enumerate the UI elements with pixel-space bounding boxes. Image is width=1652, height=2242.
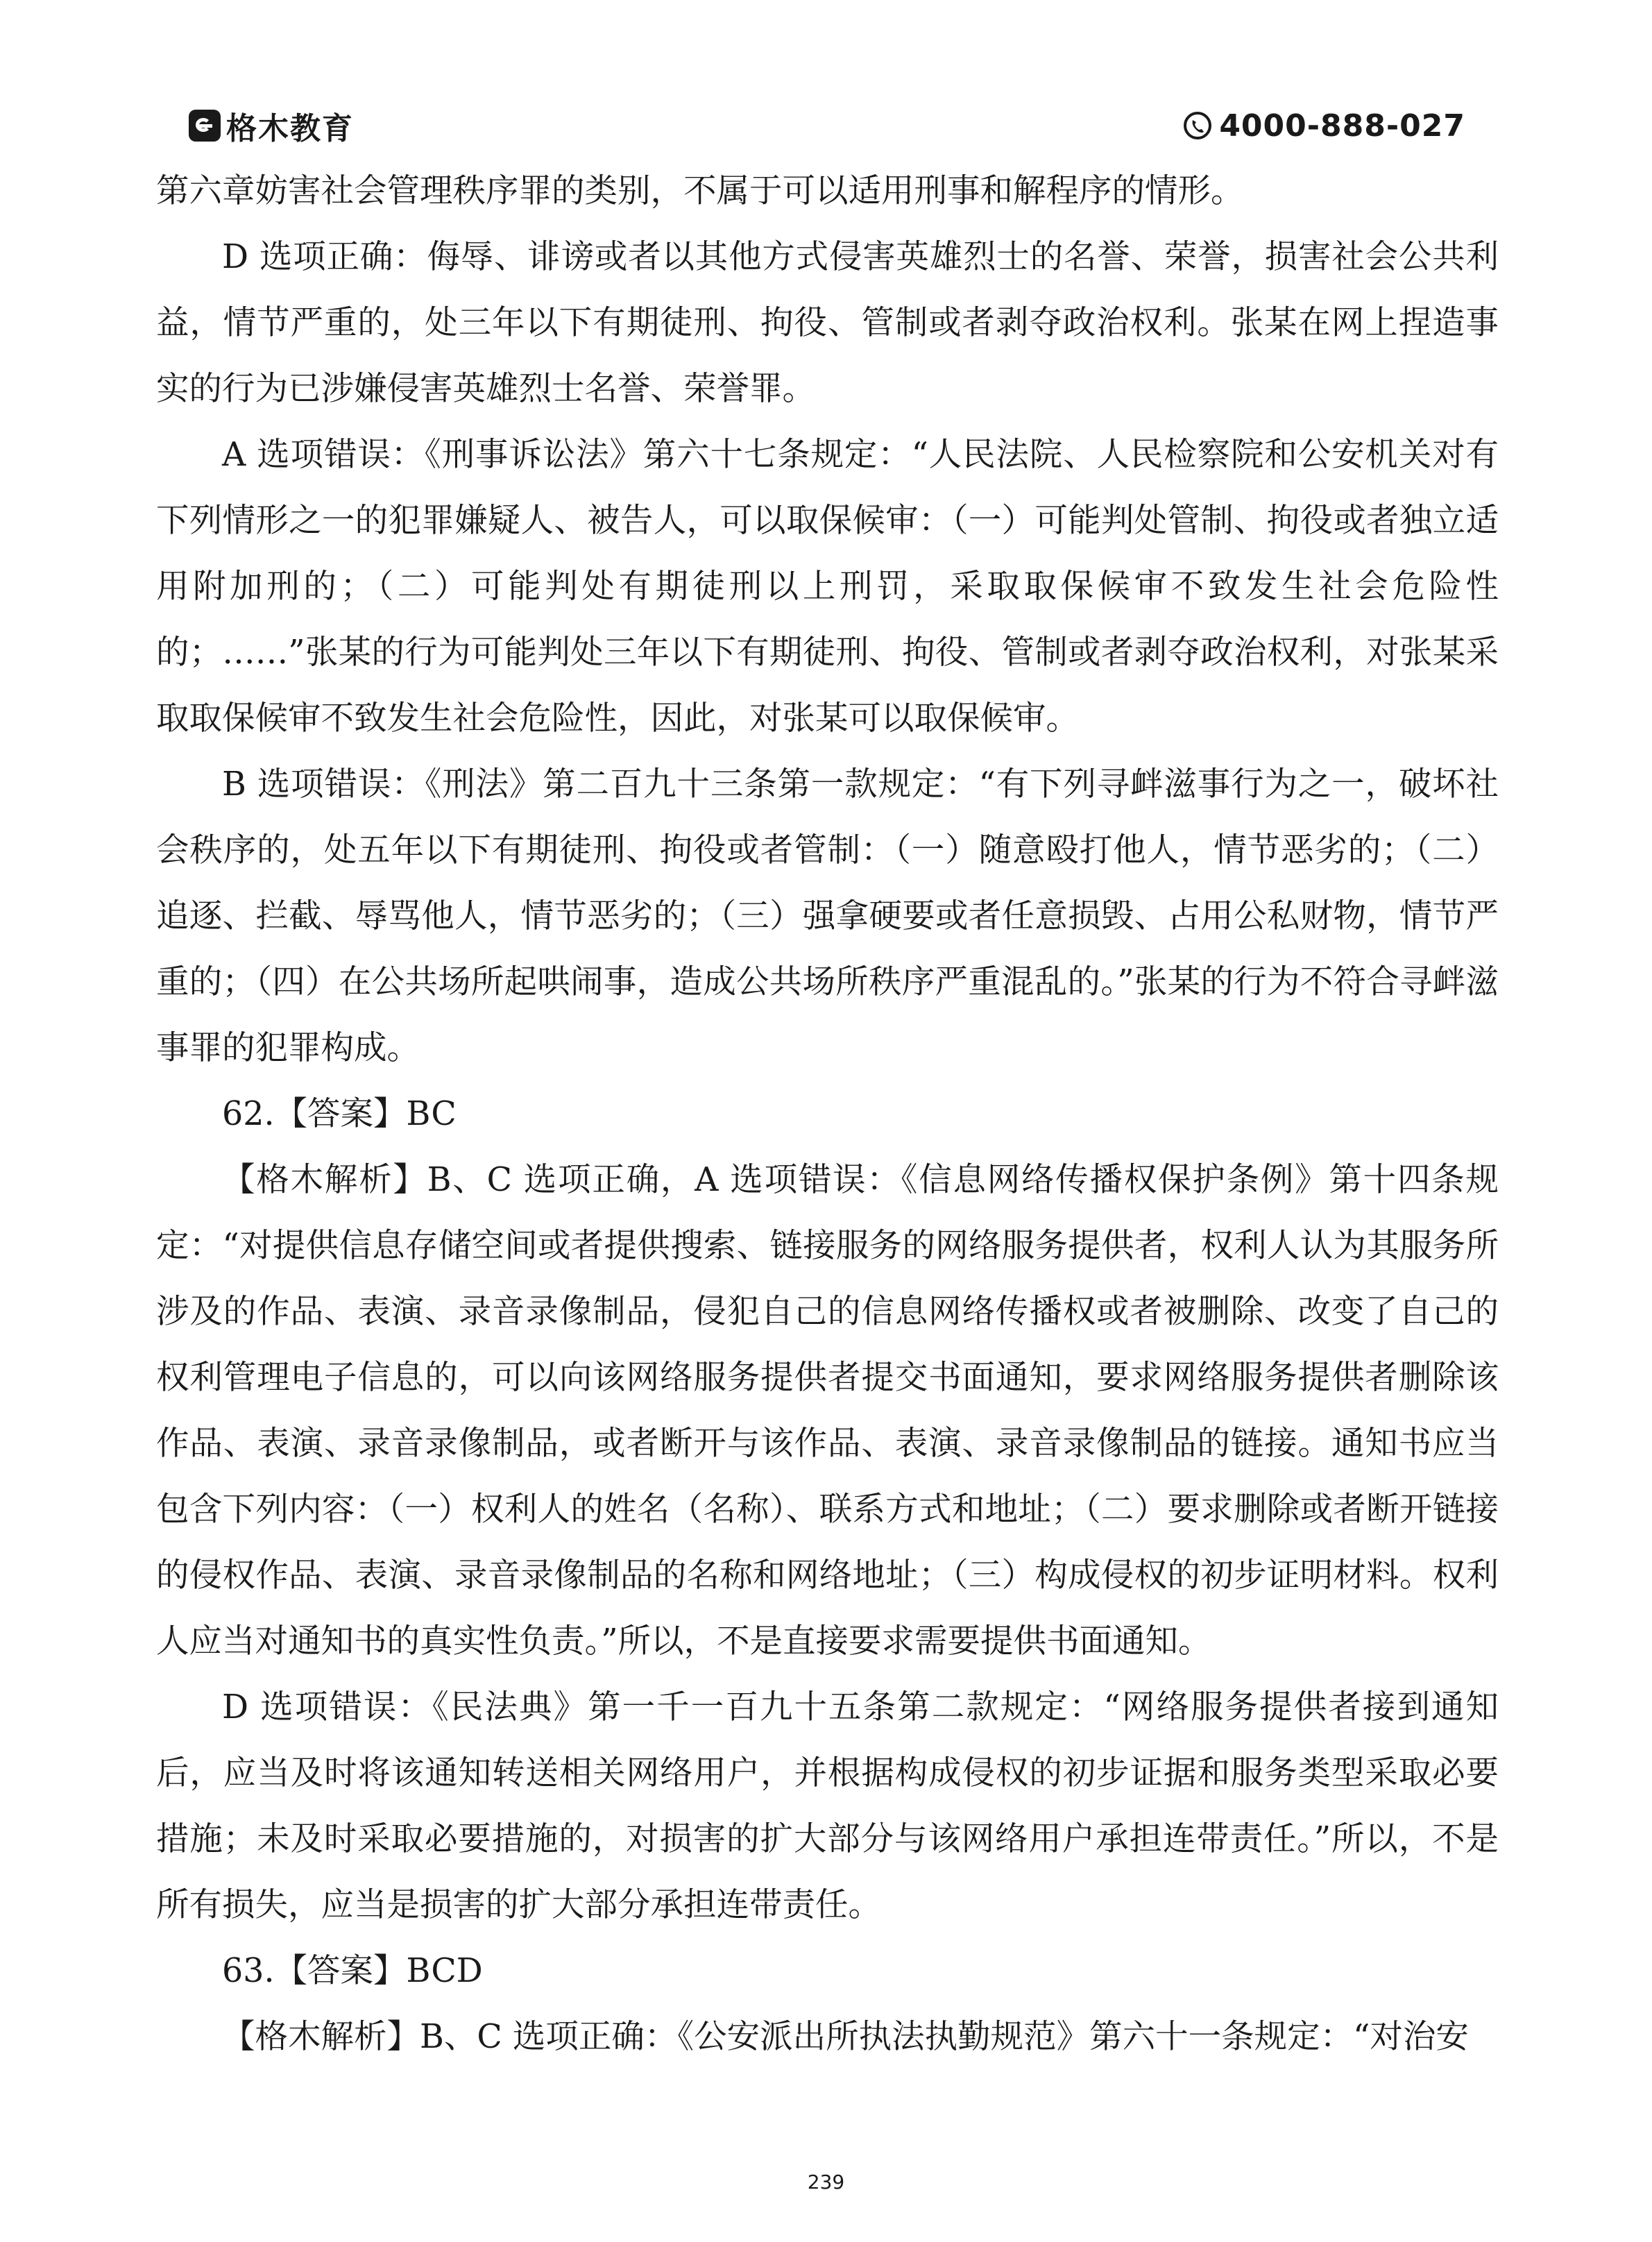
phone-number: 4000-888-027 xyxy=(1219,108,1465,144)
page-number: 239 xyxy=(807,2171,845,2193)
analysis-63: 【格木解析】B、C 选项正确：《公安派出所执法执勤规范》第六十一条规定：“对治安 xyxy=(222,2018,1469,2056)
answer-62: 62.【答案】BC xyxy=(222,1095,457,1133)
answer-63: 63.【答案】BCD xyxy=(222,1952,483,1990)
phone-icon xyxy=(1183,111,1212,140)
brand-logo xyxy=(189,103,354,148)
paragraph-option-b-wrong: B 选项错误：《刑法》第二百九十三条第一款规定：“有下列寻衅滋事行为之一，破坏社会秩序的，处五年以下有期徒刑、拘役或者管制：（一）随意殴打他人，情节恶劣的；（二）追逐、拦截、辱骂他人，情节恶劣的；（三）强拿硬要或者任意损毁、占用公私财物，情节严重的；（四）在公共场所起哄闹事，造成公共场所秩序严重混乱的。”张某的行为不符合寻衅滋事罪的犯罪构成。 xyxy=(156,765,1499,1067)
paragraph-option-a-wrong: A 选项错误：《刑事诉讼法》第六十七条规定：“人民法院、人民检察院和公安机关对有下列情形之一的犯罪嫌疑人、被告人，可以取保候审：（一）可能判处管制、拘役或者独立适用附加刑的；（二）可能判处有期徒刑以上刑罚，采取取保候审不致发生社会危险性的；……”张某的行为可能判处三年以下有期徒刑、拘役、管制或者剥夺政治权利，对张某采取取保候审不致发生社会危险性，因此，对张某可以取保候审。 xyxy=(156,436,1499,738)
logo-icon xyxy=(189,110,221,142)
paragraph-62-option-d-wrong: D 选项错误：《民法典》第一千一百九十五条第二款规定：“网络服务提供者接到通知后，应当及时将该通知转送相关网络用户，并根据构成侵权的初步证据和服务类型采取必要措施；未及时采取必要措施的，对损害的扩大部分与该网络用户承担连带责任。”所以，不是所有损失，应当是损害的扩大部分承担连带责任。 xyxy=(156,1688,1499,1924)
page-header xyxy=(189,103,1465,148)
analysis-62: 【格木解析】B、C 选项正确，A 选项错误：《信息网络传播权保护条例》第十四条规定：“对提供信息存储空间或者提供搜索、链接服务的网络服务提供者，权利人认为其服务所涉及的作品、表演、录音录像制品，侵犯自己的信息网络传播权或者被删除、改变了自己的权利管理电子信息的，可以向该网络服务提供者提交书面通知，要求网络服务提供者删除该作品、表演、录音录像制品，或者断开与该作品、表演、录音录像制品的链接。通知书应当包含下列内容：（一）权利人的姓名（名称）、联系方式和地址；（二）要求删除或者断开链接的侵权作品、表演、录音录像制品的名称和网络地址；（三）构成侵权的初步证明材料。权利人应当对通知书的真实性负责。”所以，不是直接要求需要提供书面通知。 xyxy=(156,1161,1499,1661)
phone-contact xyxy=(1183,103,1465,148)
paragraph-option-d-correct: D 选项正确：侮辱、诽谤或者以其他方式侵害英雄烈士的名誉、荣誉，损害社会公共利益，情节严重的，处三年以下有期徒刑、拘役、管制或者剥夺政治权利。张某在网上捏造事实的行为已涉嫌侵害英雄烈士名誉、荣誉罪。 xyxy=(156,238,1499,408)
logo-text: 格木教育 xyxy=(226,111,354,146)
paragraph-continuation: 第六章妨害社会管理秩序罪的类别，不属于可以适用刑事和解程序的情形。 xyxy=(156,172,1244,210)
document-body xyxy=(156,158,1499,2070)
